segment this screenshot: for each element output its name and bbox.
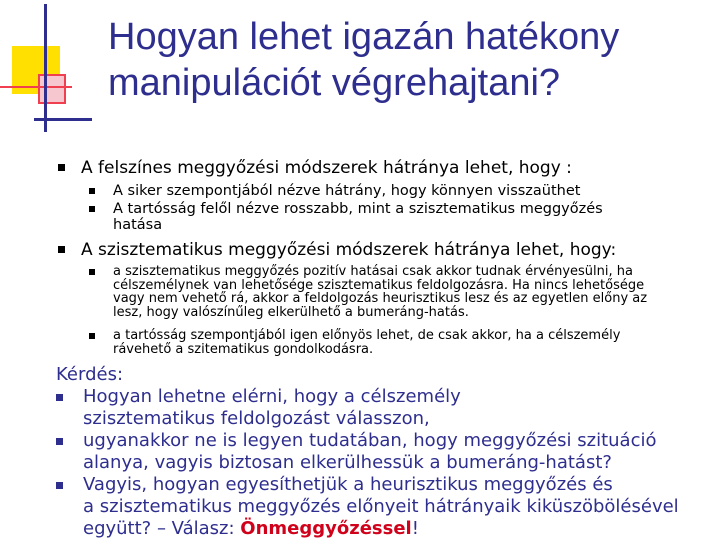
question-2-line: alanya, vagyis biztosan elkerülhessük a bumeráng-hatást? [83,452,612,473]
question-3-line: a szisztematikus meggyőzés előnyeit hátrányaik kiküszöbölésével [83,496,679,517]
question-1 [56,386,461,430]
section2-item-1 [89,265,647,319]
square-bullet-icon [89,269,95,275]
question-label: Kérdés: [56,364,124,385]
section1-heading: A felszínes meggyőzési módszerek hátránya lehet, hogy : [81,158,572,178]
question-2-line: ugyanakkor ne is legyen tudatában, hogy meggyőzési szituáció [83,430,657,451]
square-bullet-icon [56,482,63,489]
section2-item-2 [89,329,620,356]
section2-item-2-line: rávehető a szitematikus gondolkodásra. [113,341,374,357]
section1-heading-row [58,158,572,178]
square-bullet-icon [58,164,65,171]
answer-prefix: együtt? – Válasz: [83,518,241,539]
question-2 [56,430,656,474]
section2-item-2-line: a tartósság szempontjából igen előnyös lehet, de csak akkor, ha a célszemély [113,328,621,343]
title-line-1: Hogyan lehet igazán hatékony [108,16,620,58]
question-1-line: szisztematikus feldolgozást válasszon, [83,408,430,429]
section2-item-1-line: lesz, hogy valószínűleg elkerülhető a bumeráng-hatás. [113,304,469,320]
question-3 [56,474,679,540]
square-bullet-icon [58,246,65,253]
title-line-2: manipulációt végrehajtani? [108,62,561,104]
section1-item-2-text-cont: hatása [113,217,163,233]
section2-item-1-line: a szisztematikus meggyőzés pozitív hatásai csak akkor tudnak érvényesülni, ha [113,264,633,279]
section1-item-1 [89,183,580,199]
section1-item-2 [89,201,603,233]
section2-heading: A szisztematikus meggyőzési módszerek hátránya lehet, hogy: [81,240,617,260]
question-3-line: Vagyis, hogyan egyesíthetjük a heurisztikus meggyőzés és [83,474,613,495]
section2-item-1-line: vagy nem vehető rá, akkor a feldolgozás heurisztikus lesz és az egyetlen előny az [113,291,648,306]
answer-suffix: ! [411,518,419,539]
section2-item-1-line: célszemélynek van lehetősége szisztematikus feldolgozásra. Ha nincs lehetősége [113,277,645,293]
question-3-answer-line [83,518,679,540]
square-bullet-icon [56,394,63,401]
square-bullet-icon [89,206,95,212]
section1-item-2-text: A tartósság felől nézve rosszabb, mint a szisztematikus meggyőzés [113,201,603,217]
section2-heading-row [58,240,616,260]
square-bullet-icon [89,188,95,194]
square-bullet-icon [89,333,95,339]
section1-item-1-text: A siker szempontjából nézve hátrány, hogy könnyen visszaüthet [113,183,581,199]
square-bullet-icon [56,438,63,445]
answer-keyword: Önmeggyőzéssel [240,518,412,539]
question-1-line: Hogyan lehetne elérni, hogy a célszemély [83,386,461,407]
